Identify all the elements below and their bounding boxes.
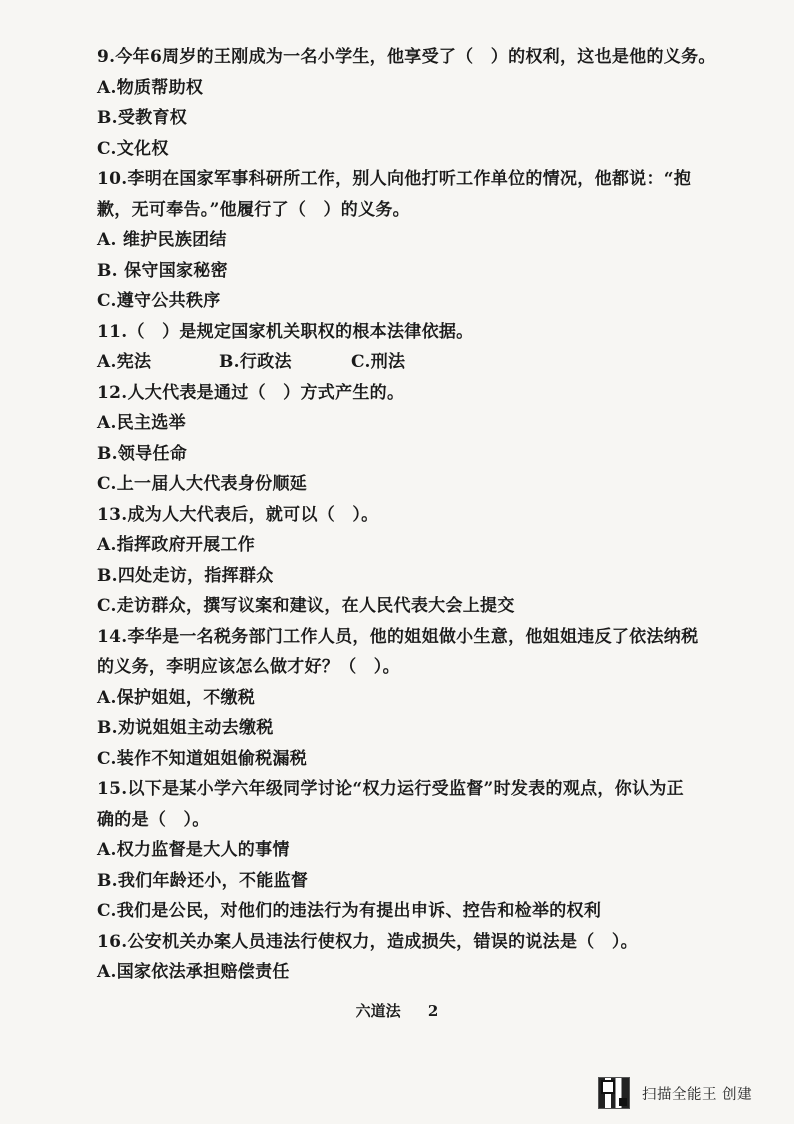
option-a: A.民主选举	[97, 413, 186, 433]
option-b: B.领导任命	[97, 443, 188, 464]
question-15	[97, 774, 707, 927]
scanner-watermark	[598, 1077, 778, 1109]
option-b: B. 保守国家秘密	[97, 260, 228, 281]
option-a: A.权力监督是大人的事情	[97, 840, 290, 860]
question-list	[97, 42, 716, 988]
page-footer	[0, 1000, 794, 1021]
question-11	[97, 317, 707, 378]
watermark-text: 扫描全能王 创建	[642, 1086, 753, 1103]
option-b: B.行政法	[219, 352, 292, 372]
option-a: A.保护姐姐，不缴税	[97, 687, 256, 708]
option-a: A.宪法	[97, 352, 152, 372]
question-text: 13.成为人大代表后，就可以（ ）。	[97, 504, 379, 525]
page-number: 2	[427, 1002, 439, 1020]
question-text: 12.人大代表是通过（ ）方式产生的。	[97, 382, 405, 403]
question-16	[97, 927, 707, 988]
qr-code-icon	[598, 1077, 630, 1109]
option-c: C.走访群众，撰写议案和建议，在人民代表大会上提交	[97, 596, 515, 616]
option-a: A.指挥政府开展工作	[97, 535, 256, 555]
option-c: C.遵守公共秩序	[97, 291, 221, 311]
option-a: A.国家依法承担赔偿责任	[97, 962, 290, 982]
question-12	[97, 378, 707, 500]
option-a: A.物质帮助权	[97, 77, 204, 98]
question-text-continued: 歉，无可奉告。”他履行了（ ）的义务。	[97, 199, 410, 220]
question-text-continued: 确的是（ ）。	[97, 809, 210, 830]
subject-label: 六道法	[355, 1002, 401, 1020]
question-text: 9.今年6周岁的王刚成为一名小学生，他享受了（ ）的权利，这也是他的义务。	[97, 47, 716, 67]
question-13	[97, 500, 707, 622]
option-c: C.装作不知道姐姐偷税漏税	[97, 748, 308, 769]
option-c: C.刑法	[351, 352, 406, 372]
option-c: C.上一届人大代表身份顺延	[97, 474, 308, 494]
question-14	[97, 622, 707, 775]
question-10	[97, 164, 707, 317]
option-a: A. 维护民族团结	[97, 230, 227, 250]
option-b: B.四处走访，指挥群众	[97, 565, 274, 586]
option-row	[97, 347, 707, 378]
question-text: 14.李华是一名税务部门工作人员，他的姐姐做小生意，他姐姐违反了依法纳税	[97, 626, 699, 647]
question-text: 16.公安机关办案人员违法行使权力，造成损失，错误的说法是（ ）。	[97, 931, 638, 952]
question-text: 10.李明在国家军事科研所工作，别人向他打听工作单位的情况，他都说：“抱	[97, 169, 692, 189]
question-text-continued: 的义务，李明应该怎么做才好？（ ）。	[97, 657, 400, 677]
question-9	[97, 42, 716, 164]
option-b: B.劝说姐姐主动去缴税	[97, 718, 274, 738]
option-b: B.我们年龄还小，不能监督	[97, 870, 309, 891]
question-text: 15.以下是某小学六年级同学讨论“权力运行受监督”时发表的观点，你认为正	[97, 779, 684, 799]
question-text: 11.（ ）是规定国家机关职权的根本法律依据。	[97, 321, 474, 342]
option-c: C.我们是公民，对他们的违法行为有提出申诉、控告和检举的权利	[97, 901, 602, 921]
option-b: B.受教育权	[97, 108, 188, 128]
option-c: C.文化权	[97, 138, 169, 159]
